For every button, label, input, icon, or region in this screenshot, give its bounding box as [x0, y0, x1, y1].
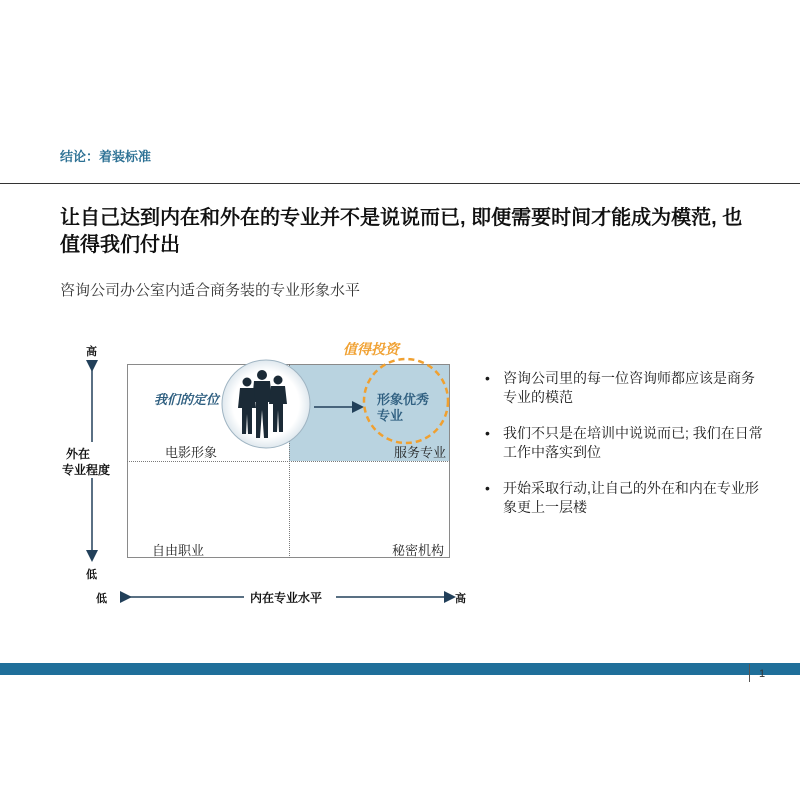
- x-axis-low-label: 低: [96, 593, 107, 605]
- page-title: 让自己达到内在和外在的专业并不是说说而已, 即便需要时间才能成为模范, 也值得我们付出: [60, 207, 743, 256]
- bullet-list: [485, 369, 765, 534]
- list-item: [485, 369, 765, 407]
- bullet-dot-icon: •: [485, 425, 490, 441]
- page-number-divider: [749, 664, 750, 682]
- target-label-line2: 专业: [377, 408, 404, 423]
- our-position-label: 我们的定位: [154, 392, 220, 407]
- investment-label: 值得投资: [343, 341, 399, 357]
- quadrant-bottom-left: 自由职业: [152, 543, 205, 558]
- page-subtitle: 咨询公司办公室内适合商务装的专业形象水平: [60, 282, 361, 299]
- list-item: [485, 479, 765, 517]
- quadrant-bottom-right: 秘密机构: [392, 543, 445, 558]
- list-item: [485, 424, 765, 462]
- bullet-dot-icon: •: [485, 370, 490, 386]
- section-label: 结论：着装标准: [60, 149, 152, 164]
- footer-bar: [0, 663, 800, 675]
- quadrant-top-left: 电影形象: [165, 445, 218, 460]
- bullet-text: 我们不只是在培训中说说而已; 我们在日常工作中落实到位: [503, 425, 763, 460]
- y-axis-label-line2: 专业程度: [62, 463, 111, 477]
- y-axis-low-label: 低: [86, 569, 97, 581]
- page-number: 1: [759, 668, 766, 680]
- x-axis-high-label: 高: [455, 593, 466, 605]
- bullet-text: 咨询公司里的每一位咨询师都应该是商务专业的模范: [503, 370, 755, 405]
- x-axis-label: 内在专业水平: [250, 591, 323, 605]
- quadrant-top-right: 服务专业: [394, 445, 447, 460]
- y-axis-label-line1: 外在: [66, 447, 91, 461]
- bullet-dot-icon: •: [485, 480, 490, 496]
- y-axis-high-label: 高: [86, 346, 97, 358]
- bullet-text: 开始采取行动,让自己的外在和内在专业形象更上一层楼: [503, 480, 759, 515]
- target-label-line1: 形象优秀: [377, 392, 430, 407]
